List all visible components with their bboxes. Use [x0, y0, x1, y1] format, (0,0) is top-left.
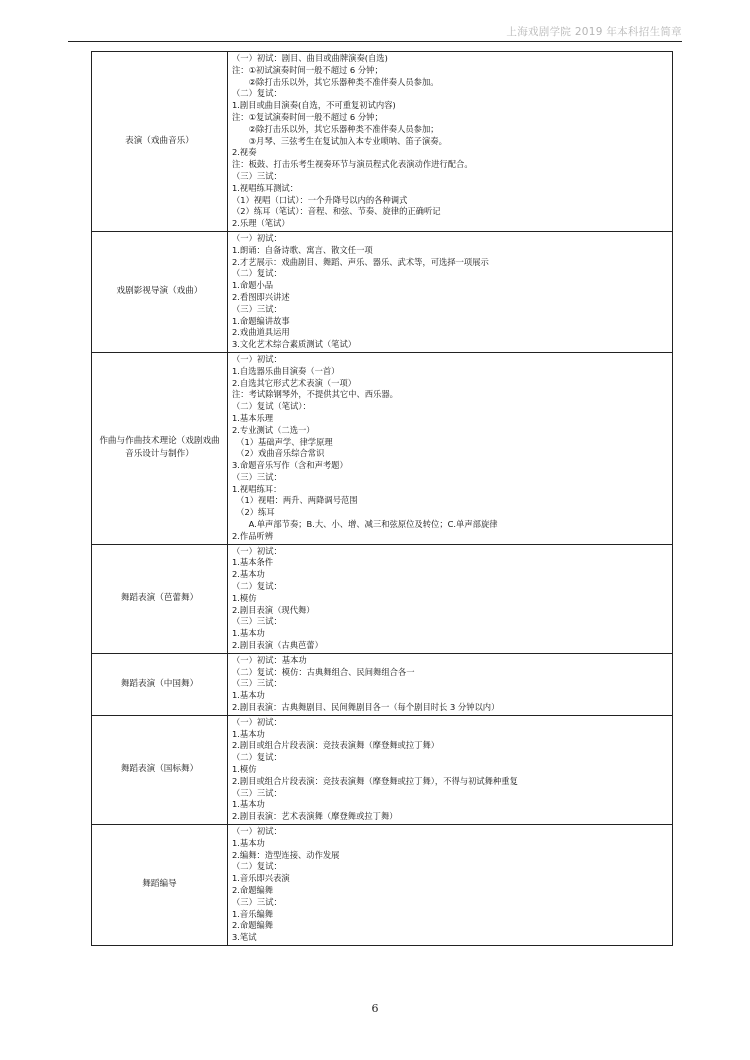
exam-detail-line: 1.基本功 — [232, 628, 265, 639]
exam-detail-line: 1.自选器乐曲目演奏（一首） — [232, 365, 340, 376]
exam-detail-line: 2.命题编舞 — [232, 920, 274, 931]
table-row — [92, 352, 673, 544]
exam-detail-cell — [228, 352, 673, 544]
major-name-cell: 戏剧影视导演（戏曲） — [92, 231, 228, 352]
major-name-cell: 舞蹈表演（中国舞） — [92, 653, 228, 715]
exam-detail-line: 1.命题编讲故事 — [232, 315, 290, 326]
exam-detail-line: （1）基础声学、律学原理 — [232, 436, 333, 447]
exam-detail-line: （一）初试： — [232, 716, 282, 727]
exam-detail-line: 2.视奏 — [232, 147, 257, 158]
exam-detail-line: （二）复试： — [232, 268, 282, 279]
exam-requirements-table — [91, 51, 673, 946]
exam-detail-line: 1.剧目或曲目演奏(自选，不可重复初试内容) — [232, 100, 396, 111]
exam-detail-line: （二）复试：模仿：古典舞组合、民间舞组合各一 — [232, 666, 415, 677]
exam-detail-line: （三）三试： — [232, 787, 282, 798]
exam-detail-line: （二）复试： — [232, 581, 282, 592]
exam-detail-line: （三）三试： — [232, 616, 282, 627]
table-row — [92, 715, 673, 824]
exam-detail-line: （三）三试： — [232, 896, 282, 907]
exam-detail-line: （三）三试： — [232, 471, 282, 482]
exam-detail-line: 1.命题小品 — [232, 280, 274, 291]
exam-detail-line: 2.剧目或组合片段表演：竞技表演舞（摩登舞或拉丁舞） — [232, 740, 440, 751]
exam-detail-line: （一）初试： — [232, 545, 282, 556]
exam-detail-line: 3.笔试 — [232, 932, 257, 943]
exam-detail-line: 注：①复试演奏时间一般不超过 6 分钟； — [232, 111, 383, 122]
exam-detail-line: （二）复试： — [232, 88, 282, 99]
exam-detail-line: 2.乐理（笔试） — [232, 218, 290, 229]
table-row — [92, 653, 673, 715]
exam-detail-line: 注：板鼓、打击乐考生视奏环节与演员程式化表演动作进行配合。 — [232, 159, 473, 170]
major-name-cell: 舞蹈表演（国标舞） — [92, 715, 228, 824]
exam-detail-line: 2.剧目表演（古典芭蕾） — [232, 640, 323, 651]
exam-detail-line: 2.戏曲道具运用 — [232, 327, 290, 338]
exam-detail-line: 注：考试除钢琴外，不提供其它中、西乐器。 — [232, 389, 398, 400]
exam-detail-line: （一）初试： — [232, 826, 282, 836]
exam-detail-line: （二）复试： — [232, 752, 282, 763]
exam-detail-line: 2.看图即兴讲述 — [232, 291, 290, 302]
exam-detail-line: 1.视唱练耳测试： — [232, 182, 298, 193]
page-number: 6 — [371, 1002, 379, 1015]
exam-detail-line: （1）视唱（口试）：一个升降号以内的各种调式 — [232, 194, 408, 205]
exam-detail-line: ②除打击乐以外，其它乐器种类不准伴奏人员参加。 — [232, 76, 439, 87]
exam-detail-cell — [228, 825, 673, 946]
exam-detail-line: ③月琴、三弦考生在复试加入本专业唢呐、笛子演奏。 — [232, 135, 447, 146]
exam-detail-line: （2）戏曲音乐综合常识 — [232, 448, 325, 459]
exam-detail-cell — [228, 231, 673, 352]
exam-detail-cell — [228, 544, 673, 653]
exam-detail-line: 2.剧目表演：艺术表演舞（摩登舞或拉丁舞） — [232, 811, 398, 822]
exam-detail-line: 2.剧目或组合片段表演：竞技表演舞（摩登舞或拉丁舞），不得与初试舞种重复 — [232, 775, 518, 786]
major-name-cell: 舞蹈表演（芭蕾舞） — [92, 544, 228, 653]
exam-detail-line: 1.音乐即兴表演 — [232, 873, 290, 884]
exam-detail-line: 1.模仿 — [232, 764, 257, 775]
exam-detail-line: 2.专业测试（二选一） — [232, 424, 315, 435]
exam-detail-line: 2.剧目表演（现代舞） — [232, 604, 315, 615]
exam-detail-line: （二）复试（笔试）： — [232, 401, 311, 412]
exam-detail-line: （二）复试： — [232, 861, 282, 872]
major-name-cell: 舞蹈编导 — [92, 825, 228, 946]
exam-detail-line: 2.作品听辨 — [232, 530, 274, 541]
exam-detail-line: ②除打击乐以外，其它乐器种类不准伴奏人员参加； — [232, 123, 439, 134]
exam-detail-line: 1.模仿 — [232, 592, 257, 603]
exam-detail-line: （一）初试：剧目、曲目或曲牌演奏(自选) — [232, 53, 388, 63]
exam-detail-line: 注：①初试演奏时间一般不超过 6 分钟； — [232, 64, 383, 75]
major-name-cell: 表演（戏曲音乐） — [92, 52, 228, 232]
exam-requirements-body — [92, 52, 673, 946]
exam-detail-line: （一）初试：基本功 — [232, 654, 307, 665]
table-row — [92, 825, 673, 946]
exam-detail-line: 1.基本功 — [232, 690, 265, 701]
exam-detail-line: （三）三试： — [232, 170, 282, 181]
exam-detail-line: （三）三试： — [232, 678, 282, 689]
exam-detail-line: 1.音乐编舞 — [232, 908, 274, 919]
major-name-cell: 作曲与作曲技术理论（戏剧戏曲音乐设计与制作） — [92, 352, 228, 544]
exam-detail-line: 3.命题音乐写作（含和声考题） — [232, 460, 348, 471]
exam-detail-line: （三）三试： — [232, 303, 282, 314]
exam-detail-line: 1.基本条件 — [232, 557, 274, 568]
exam-detail-line: （1）视唱：两升、两降调号范围 — [232, 495, 358, 506]
exam-detail-line: （一）初试： — [232, 232, 282, 243]
exam-detail-line: （一）初试： — [232, 353, 282, 364]
exam-detail-line: 3.文化艺术综合素质测试（笔试） — [232, 339, 357, 350]
table-row — [92, 231, 673, 352]
exam-detail-line: 1.基本乐理 — [232, 412, 274, 423]
exam-detail-line: 2.自选其它形式艺术表演（一项） — [232, 377, 357, 388]
table-row — [92, 544, 673, 653]
exam-detail-line: 2.命题编舞 — [232, 884, 274, 895]
exam-detail-cell — [228, 653, 673, 715]
exam-detail-line: 1.基本功 — [232, 799, 265, 810]
exam-detail-line: 2.基本功 — [232, 569, 265, 580]
exam-detail-line: 2.才艺展示：戏曲剧目、舞蹈、声乐、器乐、武术等，可选择一项展示 — [232, 256, 489, 267]
exam-detail-line: 1.基本功 — [232, 837, 265, 848]
exam-detail-line: 2.剧目表演：古典舞剧目、民间舞剧目各一（每个剧目时长 3 分钟以内） — [232, 702, 500, 713]
header-divider — [68, 41, 682, 42]
exam-detail-line: 1.基本功 — [232, 728, 265, 739]
exam-detail-line: A.单声部节奏；B.大、小、增、减三和弦原位及转位；C.单声部旋律 — [232, 519, 498, 530]
exam-detail-line: 1.朗诵：自备诗歌、寓言、散文任一项 — [232, 244, 373, 255]
exam-detail-cell — [228, 52, 673, 232]
header-title: 上海戏剧学院 2019 年本科招生简章 — [506, 26, 682, 38]
exam-detail-line: 2.编舞：造型连接、动作发展 — [232, 849, 340, 860]
exam-detail-line: 1.视唱练耳： — [232, 483, 282, 494]
exam-detail-line: （2）练耳（笔试）：音程、和弦、节奏、旋律的正确听记 — [232, 206, 441, 217]
exam-detail-line: （2）练耳 — [232, 507, 275, 518]
exam-detail-cell — [228, 715, 673, 824]
table-row — [92, 52, 673, 232]
